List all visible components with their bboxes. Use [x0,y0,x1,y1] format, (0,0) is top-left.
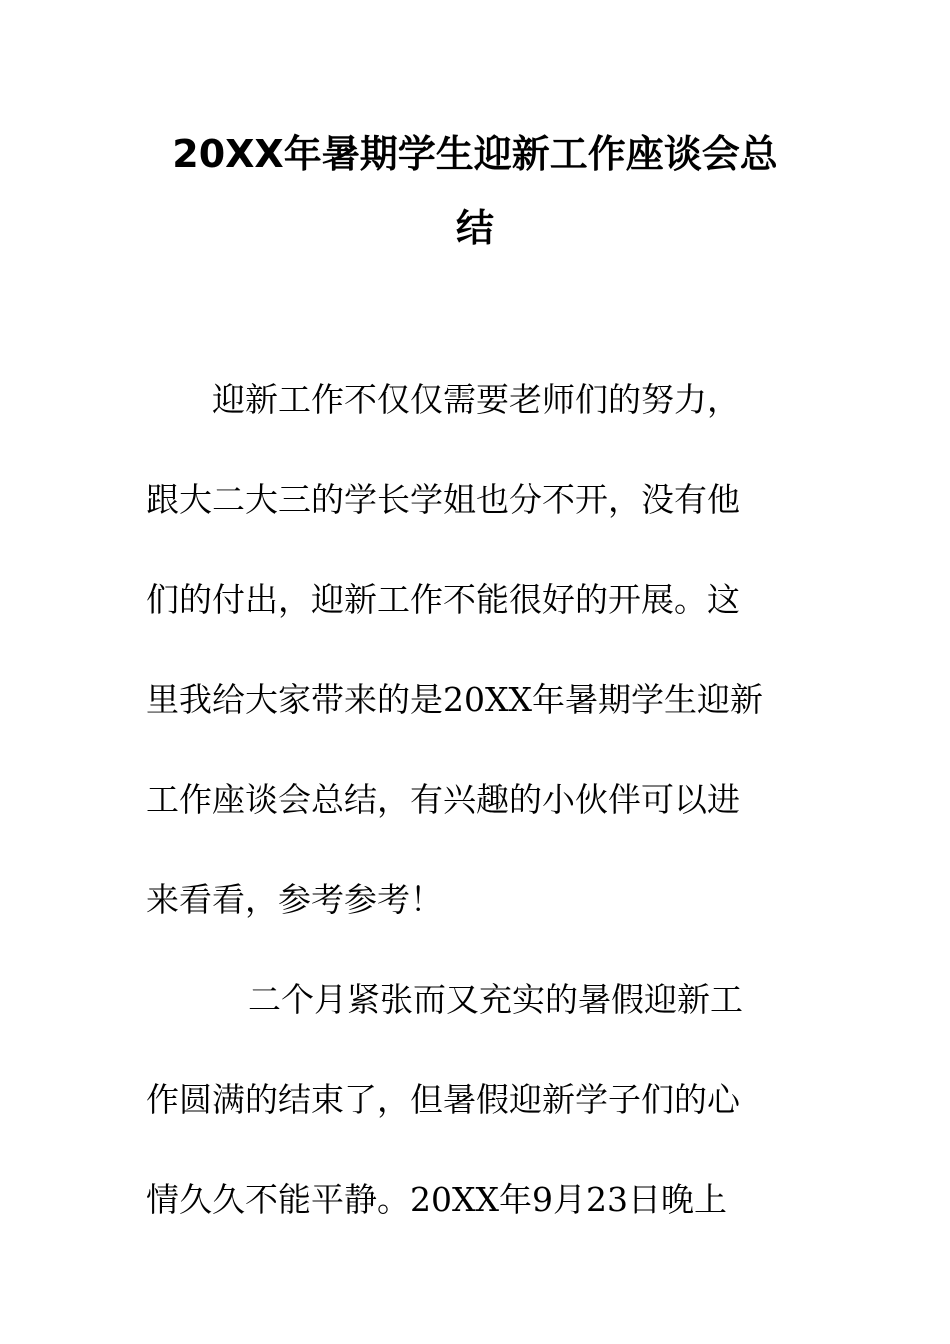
document-title-line-2: 结 [455,206,494,250]
paragraph-1-line-1: 迎新工作不仅仅需要老师们的努力， [212,380,740,419]
document-title-line-1: 20XX年暑期学生迎新工作座谈会总 [172,132,778,176]
paragraph-1-line-4: 里我给大家带来的是20XX年暑期学生迎新 [146,680,763,719]
paragraph-2-line-3: 情久久不能平静。20XX年9月23日晚上 [146,1180,727,1219]
paragraph-1-line-6: 来看看，参考参考！ [146,880,443,919]
paragraph-1-line-2: 跟大二大三的学长学姐也分不开，没有他 [146,480,740,519]
paragraph-2-line-1: 二个月紧张而又充实的暑假迎新工 [248,980,743,1019]
paragraph-1-line-3: 们的付出，迎新工作不能很好的开展。这 [146,580,740,619]
paragraph-1-line-5: 工作座谈会总结，有兴趣的小伙伴可以进 [146,780,740,819]
paragraph-2-line-2: 作圆满的结束了，但暑假迎新学子们的心 [146,1080,740,1119]
